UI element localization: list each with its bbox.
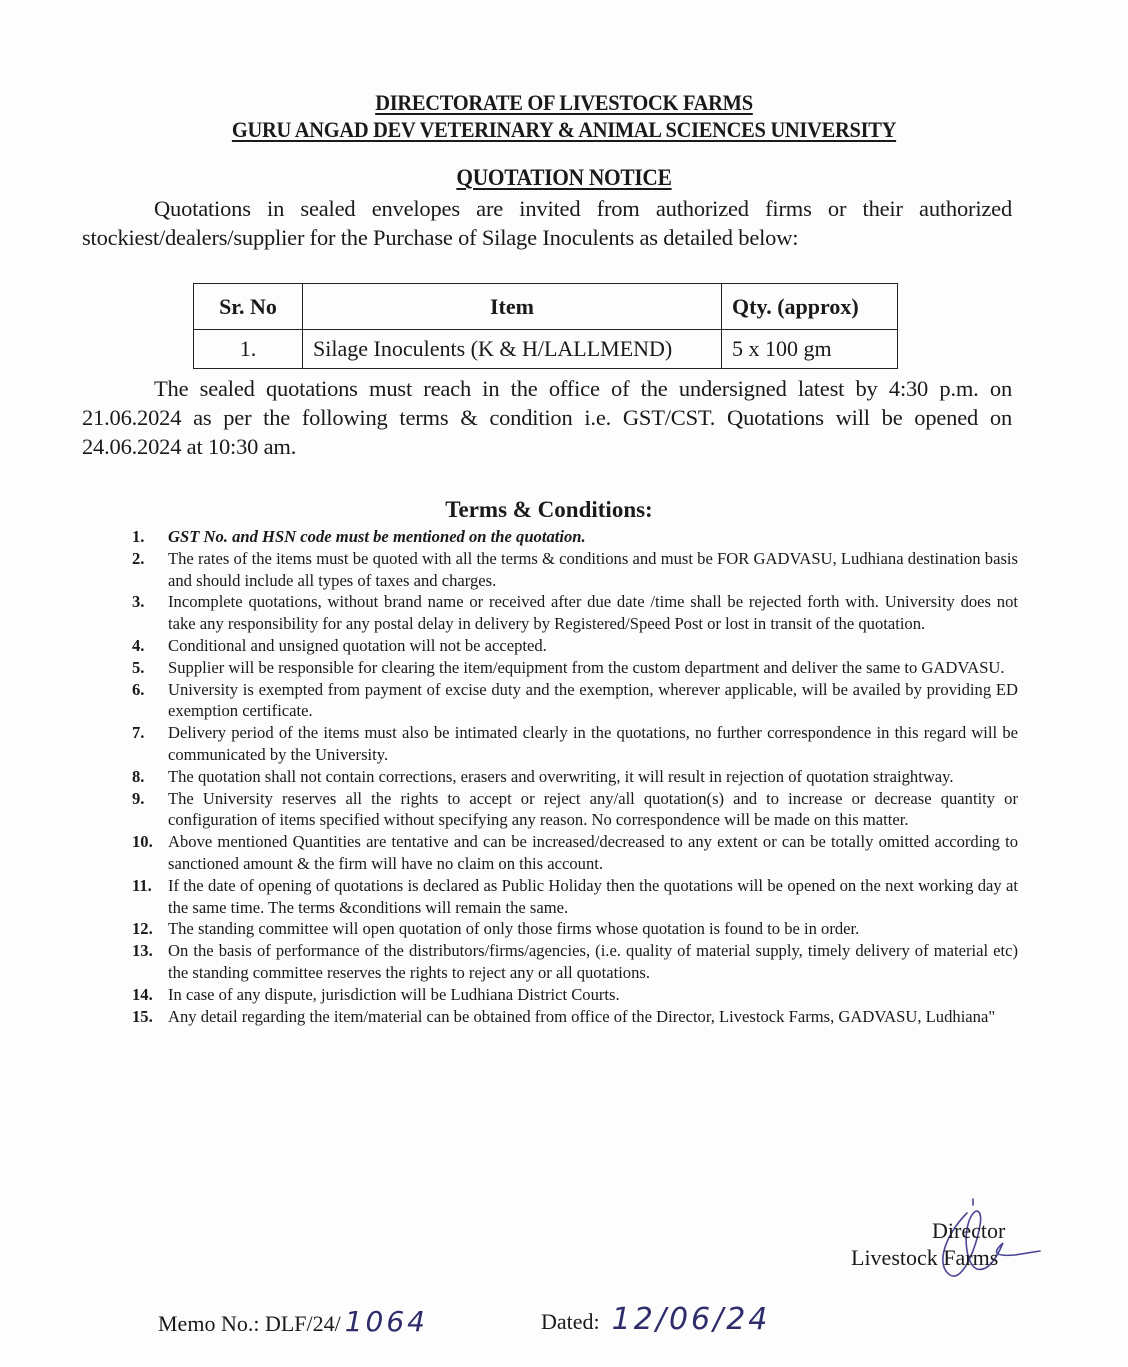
- term-item: 8. The quotation shall not contain corrections, erasers and overwriting, it will result in rejection of quotation straightway.: [132, 766, 954, 786]
- term-item: 5. Supplier will be responsible for clearing the item/equipment from the custom department and deliver the same to GADVASU.: [132, 657, 1005, 677]
- university-heading: GURU ANGAD DEV VETERINARY & ANIMAL SCIENCES UNIVERSITY: [231, 117, 897, 142]
- table-row: [194, 330, 898, 369]
- cell-sr-no: 1.: [194, 330, 303, 369]
- signatory-department: Livestock Farms: [851, 1245, 999, 1270]
- term-item: 10. Above mentioned Quantities are tentative and can be increased/decreased to any extent or can be totally omitted according to sanctioned amount & the firm will have no claim on this account.: [132, 832, 1018, 873]
- term-item: 7. Delivery period of the items must also be intimated clearly in the quotations, no further correspondence in this regard will be communicated by the University.: [132, 723, 1018, 764]
- memo-label: Memo No.: DLF/24/: [158, 1311, 341, 1336]
- terms-list: [130, 526, 1018, 1027]
- terms-heading: Terms & Conditions:: [445, 497, 653, 522]
- items-table: [193, 283, 898, 369]
- memo-number: [158, 1305, 428, 1338]
- cell-item: Silage Inoculents (K & H/LALLMEND): [303, 330, 722, 369]
- term-item: 6. University is exempted from payment of excise duty and the exemption, wherever applicable, will be availed by providing ED exemption certificate.: [132, 679, 1018, 721]
- col-header-item: Item: [303, 284, 722, 330]
- term-item: 4. Conditional and unsigned quotation will not be accepted.: [132, 635, 547, 655]
- handwritten-date: 12/06/24: [611, 1302, 771, 1337]
- dated-label: Dated:: [541, 1309, 600, 1334]
- notice-title: QUOTATION NOTICE: [456, 165, 672, 190]
- col-header-sr-no: Sr. No: [194, 284, 303, 330]
- directorate-heading: DIRECTORATE OF LIVESTOCK FARMS: [375, 90, 753, 115]
- term-item: 1. GST No. and HSN code must be mentioned on the quotation.: [132, 527, 586, 546]
- table-header-row: [194, 284, 898, 330]
- intro-paragraph: Quotations in sealed envelopes are invited from authorized firms or their authorized stockiest/dealers/supplier for the Purchase of Silage Inoculents as detailed below:: [82, 196, 1012, 250]
- signatory-title: Director: [932, 1218, 1006, 1243]
- term-item: 2. The rates of the items must be quoted with all the terms & conditions and must be FOR GADVASU, Ludhiana destination basis and should include all types of taxes and charges.: [132, 548, 1018, 590]
- term-item: 3. Incomplete quotations, without brand name or received after due date /time shall be rejected forth with. University does not take any responsibility for any postal delay in delivery by Registered/Speed Post or lost in transit of the quotation.: [132, 592, 1018, 634]
- term-item: 14. In case of any dispute, jurisdiction will be Ludhiana District Courts.: [132, 984, 620, 1004]
- term-item: 12. The standing committee will open quotation of only those firms whose quotation is found to be in order.: [132, 919, 860, 939]
- dated-field: [541, 1302, 770, 1337]
- deadline-paragraph: The sealed quotations must reach in the office of the undersigned latest by 4:30 p.m. on 21.06.2024 as per the following terms & condition i.e. GST/CST. Quotations will be opened on 24.06.2024 at 10:30 am.: [82, 376, 1012, 459]
- term-item: 11. If the date of opening of quotations is declared as Public Holiday then the quotations will be opened on the next working day at the same time. The terms &conditions will remain the same.: [132, 875, 1018, 917]
- term-item: 15. Any detail regarding the item/material can be obtained from office of the Director, Livestock Farms, GADVASU, Ludhiana": [132, 1006, 996, 1026]
- memo-handwritten-number: 1064: [344, 1305, 428, 1338]
- term-item: 13. On the basis of performance of the distributors/firms/agencies, (i.e. quality of material supply, timely delivery of material etc) the standing committee reserves the rights to reject any or all quotations.: [132, 941, 1018, 982]
- term-item: 9. The University reserves all the rights to accept or reject any/all quotation(s) and to increase or decrease quantity or configuration of items specified without specifying any reason. No correspondence will be made on this matter.: [132, 788, 1018, 830]
- cell-qty: 5 x 100 gm: [722, 330, 898, 369]
- col-header-qty: Qty. (approx): [722, 284, 898, 330]
